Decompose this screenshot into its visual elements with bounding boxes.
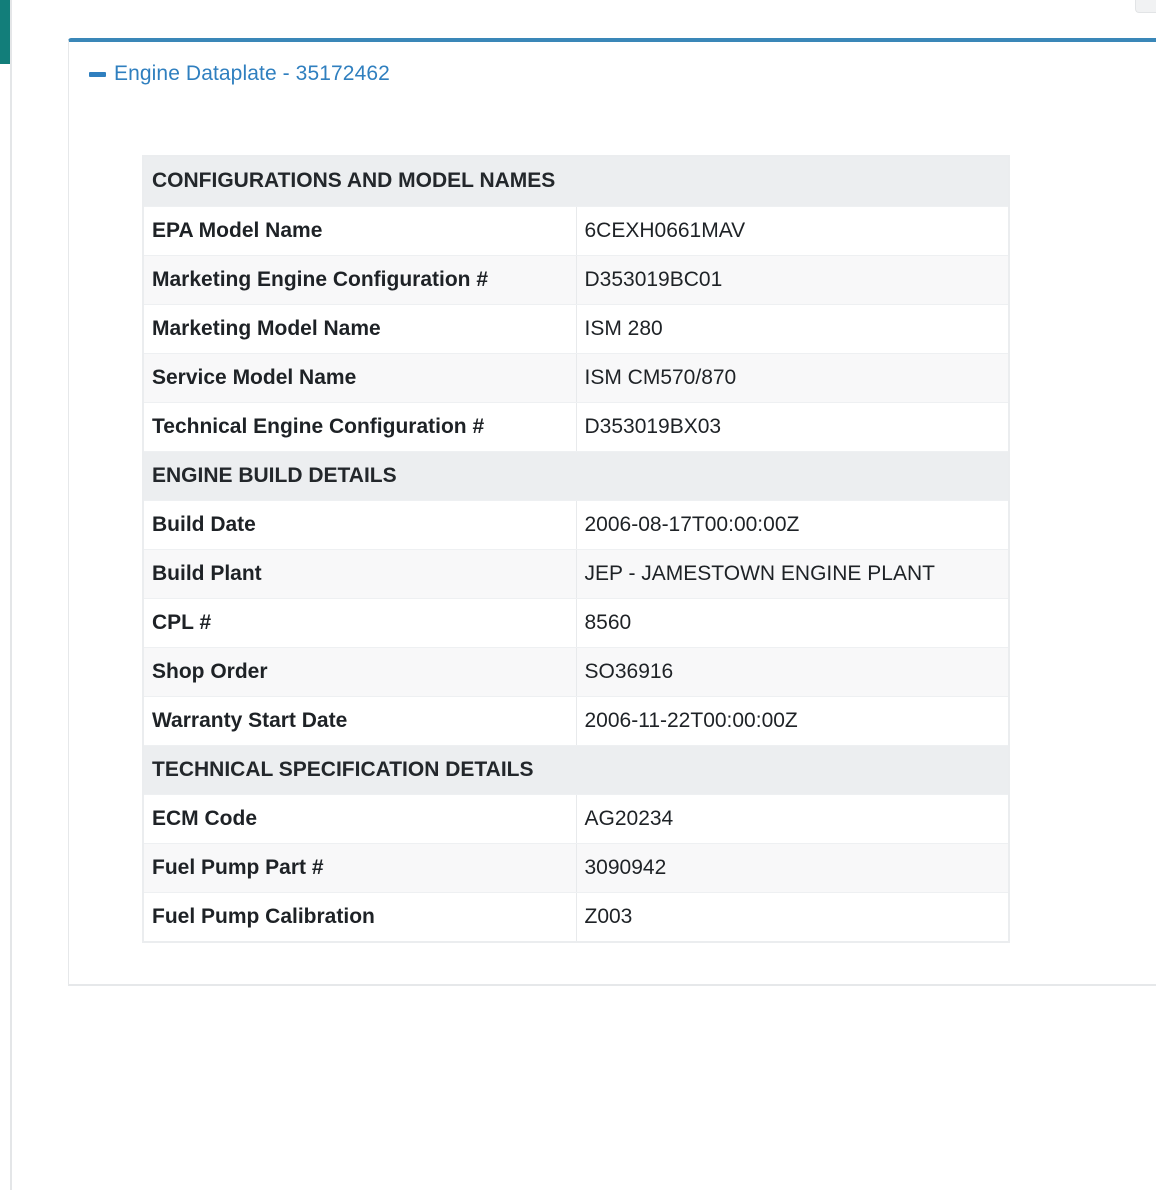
- table-row: [144, 696, 1008, 745]
- row-label: Technical Engine Configuration #: [144, 402, 576, 451]
- row-label: Build Date: [144, 500, 576, 549]
- row-label: Marketing Engine Configuration #: [144, 255, 576, 304]
- panel-header-toggle[interactable]: [89, 62, 390, 86]
- table-row: [144, 353, 1008, 402]
- row-label: Marketing Model Name: [144, 304, 576, 353]
- row-label: Warranty Start Date: [144, 696, 576, 745]
- left-accent-bar: [0, 0, 10, 64]
- table-row: [144, 794, 1008, 843]
- panel-title[interactable]: Engine Dataplate - 35172462: [114, 62, 390, 85]
- table-row: [144, 892, 1008, 941]
- table-row: [144, 549, 1008, 598]
- table-row: [144, 500, 1008, 549]
- row-value: 3090942: [576, 843, 1008, 892]
- table-row: [144, 647, 1008, 696]
- row-value: Z003: [576, 892, 1008, 941]
- row-value: 2006-11-22T00:00:00Z: [576, 696, 1008, 745]
- row-value: 8560: [576, 598, 1008, 647]
- row-label: Fuel Pump Calibration: [144, 892, 576, 941]
- row-label: EPA Model Name: [144, 206, 576, 255]
- row-value: JEP - JAMESTOWN ENGINE PLANT: [576, 549, 1008, 598]
- table-row: [144, 304, 1008, 353]
- table-row: [144, 598, 1008, 647]
- row-label: ECM Code: [144, 794, 576, 843]
- row-value: 6CEXH0661MAV: [576, 206, 1008, 255]
- row-value: AG20234: [576, 794, 1008, 843]
- section-title: TECHNICAL SPECIFICATION DETAILS: [144, 745, 1008, 794]
- table-row: [144, 402, 1008, 451]
- row-value: D353019BC01: [576, 255, 1008, 304]
- row-label: Build Plant: [144, 549, 576, 598]
- corner-tab[interactable]: [1135, 0, 1156, 13]
- row-value: D353019BX03: [576, 402, 1008, 451]
- row-value: ISM 280: [576, 304, 1008, 353]
- section-header-row: [144, 157, 1008, 206]
- row-label: CPL #: [144, 598, 576, 647]
- row-value: ISM CM570/870: [576, 353, 1008, 402]
- table-row: [144, 843, 1008, 892]
- table-row: [144, 255, 1008, 304]
- dataplate-table: [144, 157, 1008, 941]
- dataplate-table-container: [142, 155, 1010, 943]
- section-title: ENGINE BUILD DETAILS: [144, 451, 1008, 500]
- row-value: SO36916: [576, 647, 1008, 696]
- table-row: [144, 206, 1008, 255]
- section-header-row: [144, 745, 1008, 794]
- row-label: Shop Order: [144, 647, 576, 696]
- engine-dataplate-panel: [68, 38, 1156, 986]
- left-divider: [10, 0, 12, 1190]
- section-title: CONFIGURATIONS AND MODEL NAMES: [144, 157, 1008, 206]
- row-value: 2006-08-17T00:00:00Z: [576, 500, 1008, 549]
- collapse-minus-icon[interactable]: [89, 72, 106, 77]
- row-label: Service Model Name: [144, 353, 576, 402]
- row-label: Fuel Pump Part #: [144, 843, 576, 892]
- section-header-row: [144, 451, 1008, 500]
